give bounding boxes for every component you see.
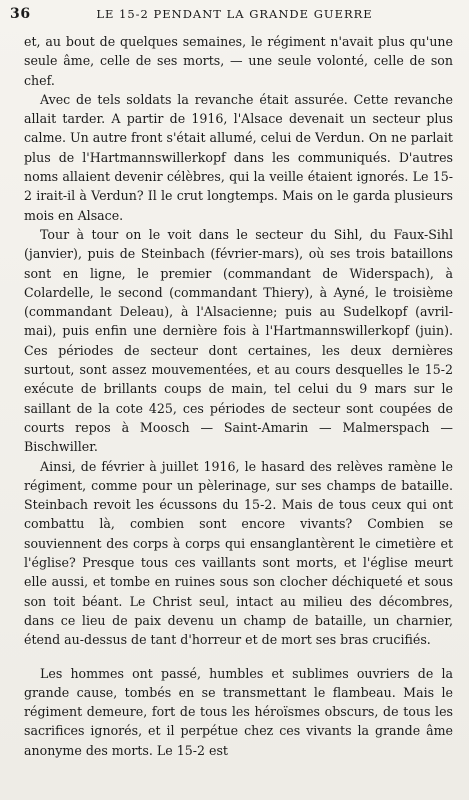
- running-title: LE 15-2 PENDANT LA GRANDE GUERRE: [96, 7, 373, 21]
- page-number: 36: [10, 6, 31, 22]
- body-text: [24, 32, 453, 760]
- paragraph: Tour à tour on le voit dans le secteur du Sihl, du Faux-Sihl (janvier), puis de Steinbach (février-mars), où ses trois bataillons sont en ligne, le premier (commandant de Widerspach), à Colardelle, le second (commandant Thiery), à Ayné, le troisième (commandant Deleau), à l'Alsacienne; puis au Sudelkopf (avril-mai), puis enfin une dernière fois à l'Hartmannswillerkopf (juin). Ces périodes de secteur dont certaines, les deux dernières surtout, sont assez mouvementées, et au cours desquelles le 15-2 exécute de brillants coups de main, tel celui du 9 mars sur le saillant de la cote 425, ces périodes de secteur sont coupées de courts repos à Moosch — Saint-Amarin — Malmerspach — Bischwiller.: [24, 226, 453, 455]
- page-header: [10, 6, 459, 24]
- paragraph: Ainsi, de février à juillet 1916, le hasard des relèves ramène le régiment, comme pour un pèlerinage, sur ses champs de bataille. Steinbach revoit les écussons du 15-2. Mais de tous ceux qui ont combattu là, combien sont encore vivants? Combien se souviennent des corps à corps qui ensanglantèrent le cimetière et l'église? Presque tous ces vaillants sont morts, et l'église meurt elle aussi, et tombe en ruines sous son clocher déchiqueté et sous son toit béant. Le Christ seul, intact au milieu des décombres, dans ce lieu de paix devenu un champ de bataille, un charnier, étend au-dessus de tant d'horreur et de mort ses bras crucifiés.: [24, 458, 453, 648]
- paragraph: Les hommes ont passé, humbles et sublimes ouvriers de la grande cause, tombés en se transmettant le flambeau. Mais le régiment demeure, fort de tous les héroïsmes obscurs, de tous les sacrifices ignorés, et il perpétue chez ces vivants la grande âme anonyme des morts. Le 15-2 est: [24, 665, 453, 758]
- paragraph-continuation: et, au bout de quelques semaines, le régiment n'avait plus qu'une seule âme, celle de ses morts, — une seule volonté, celle de son chef.: [24, 34, 453, 88]
- paragraph: Avec de tels soldats la revanche était assurée. Cette revanche allait tarder. A partir de 1916, l'Alsace devenait un secteur plus calme. Un autre front s'était allumé, celui de Verdun. On ne parlait plus de l'Hartmannswillerkopf dans les communiqués. D'autres noms allaient devenir célèbres, qui la veille étaient ignorés. Le 15-2 irait-il à Verdun? Il le crut longtemps. Mais on le garda plusieurs mois en Alsace.: [24, 91, 453, 223]
